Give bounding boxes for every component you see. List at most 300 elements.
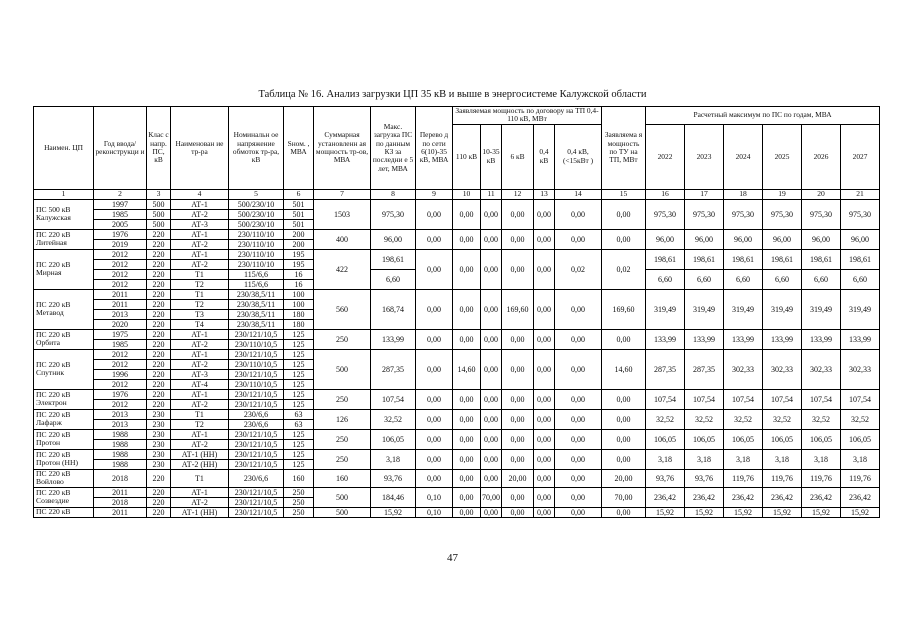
substation-name: ПС 220 кВ Метавод — [34, 289, 94, 329]
value-cell: 0,00 — [416, 229, 453, 249]
year-cell: 2011 — [94, 299, 147, 309]
header-declared-tu: Заявляема я мощность по ТУ на ТП, МВт — [602, 107, 646, 190]
value-cell: 0,00 — [502, 199, 534, 229]
value-cell: 0,00 — [453, 389, 481, 409]
value-cell: 0,00 — [602, 199, 646, 229]
table-row — [34, 199, 880, 209]
transformer-cell: Т1 — [171, 469, 229, 487]
transformer-cell: АТ-1 (НН) — [171, 449, 229, 459]
value-cell: 0,00 — [502, 429, 534, 449]
value-cell: 500 — [314, 487, 371, 507]
snom-cell: 195 — [284, 259, 314, 269]
snom-cell: 125 — [284, 369, 314, 379]
value-cell: 3,18 — [646, 449, 685, 469]
value-cell: 106,05 — [802, 429, 841, 449]
snom-cell: 125 — [284, 329, 314, 339]
header-declared-10-35: 10-35 кВ — [481, 124, 502, 189]
value-cell: 70,00 — [481, 487, 502, 507]
column-number: 21 — [841, 189, 880, 199]
value-cell: 0,00 — [534, 349, 555, 389]
year-cell: 2012 — [94, 269, 147, 279]
value-cell: 0,00 — [416, 199, 453, 229]
value-cell: 133,99 — [685, 329, 724, 349]
transformer-cell: АТ-2 — [171, 339, 229, 349]
voltage-class-cell: 220 — [147, 269, 171, 279]
transformer-cell: Т1 — [171, 409, 229, 419]
value-cell: 0,00 — [416, 469, 453, 487]
value-cell: 0,00 — [502, 229, 534, 249]
voltage-class-cell: 220 — [147, 399, 171, 409]
value-cell: 236,42 — [841, 487, 880, 507]
transformer-cell: АТ-2 — [171, 209, 229, 219]
value-cell: 319,49 — [763, 289, 802, 329]
rated-voltage-cell: 500/230/10 — [229, 199, 284, 209]
value-cell: 6,60 — [646, 269, 685, 289]
rated-voltage-cell: 230/121/10,5 — [229, 349, 284, 359]
value-cell: 975,30 — [724, 199, 763, 229]
value-cell: 0,00 — [602, 507, 646, 517]
value-cell: 6,60 — [371, 269, 416, 289]
value-cell: 400 — [314, 229, 371, 249]
value-cell: 32,52 — [802, 409, 841, 429]
transformer-cell: АТ-2 — [171, 359, 229, 369]
rated-voltage-cell: 230/6,6 — [229, 409, 284, 419]
voltage-class-cell: 220 — [147, 389, 171, 399]
voltage-class-cell: 220 — [147, 487, 171, 497]
transformer-cell: АТ-2 — [171, 259, 229, 269]
value-cell: 32,52 — [724, 409, 763, 429]
table-row — [34, 409, 880, 419]
rated-voltage-cell: 230/6,6 — [229, 469, 284, 487]
value-cell: 0,00 — [453, 329, 481, 349]
value-cell: 93,76 — [646, 469, 685, 487]
value-cell: 15,92 — [763, 507, 802, 517]
snom-cell: 125 — [284, 349, 314, 359]
value-cell: 96,00 — [685, 229, 724, 249]
value-cell: 250 — [314, 389, 371, 409]
snom-cell: 100 — [284, 289, 314, 299]
value-cell: 3,18 — [685, 449, 724, 469]
value-cell: 6,60 — [685, 269, 724, 289]
year-cell: 2012 — [94, 259, 147, 269]
value-cell: 107,54 — [802, 389, 841, 409]
value-cell: 6,60 — [841, 269, 880, 289]
value-cell: 160 — [314, 469, 371, 487]
value-cell: 0,00 — [481, 449, 502, 469]
snom-cell: 250 — [284, 497, 314, 507]
snom-cell: 16 — [284, 269, 314, 279]
header-total-capacity: Суммарная установленн ая мощность тр-ов, МВА — [314, 107, 371, 190]
value-cell: 0,00 — [534, 389, 555, 409]
voltage-class-cell: 220 — [147, 239, 171, 249]
value-cell: 3,18 — [763, 449, 802, 469]
value-cell: 287,35 — [371, 349, 416, 389]
value-cell: 0,10 — [416, 507, 453, 517]
rated-voltage-cell: 230/121/10,5 — [229, 497, 284, 507]
year-cell: 2012 — [94, 359, 147, 369]
year-cell: 1988 — [94, 459, 147, 469]
value-cell: 96,00 — [371, 229, 416, 249]
value-cell: 198,61 — [371, 249, 416, 269]
value-cell: 0,00 — [555, 289, 602, 329]
value-cell: 15,92 — [646, 507, 685, 517]
value-cell: 15,92 — [371, 507, 416, 517]
value-cell: 32,52 — [371, 409, 416, 429]
value-cell: 0,00 — [453, 199, 481, 229]
column-number: 5 — [229, 189, 284, 199]
value-cell: 319,49 — [724, 289, 763, 329]
substation-name: ПС 220 кВ Войлово — [34, 469, 94, 487]
transformer-cell: АТ-1 — [171, 349, 229, 359]
value-cell: 106,05 — [646, 429, 685, 449]
transformer-cell: Т2 — [171, 419, 229, 429]
rated-voltage-cell: 500/230/10 — [229, 209, 284, 219]
year-cell: 2018 — [94, 469, 147, 487]
transformer-cell: АТ-2 (НН) — [171, 459, 229, 469]
transformer-cell: Т1 — [171, 269, 229, 279]
voltage-class-cell: 220 — [147, 339, 171, 349]
header-declared-6: 6 кВ — [502, 124, 534, 189]
snom-cell: 125 — [284, 449, 314, 459]
header-voltage-class: Клас с напр. ПС, кВ — [147, 107, 171, 190]
value-cell: 0,00 — [555, 389, 602, 409]
column-number: 10 — [453, 189, 481, 199]
header-name: Наимен. ЦП — [34, 107, 94, 190]
voltage-class-cell: 500 — [147, 199, 171, 209]
value-cell: 20,00 — [602, 469, 646, 487]
value-cell: 0,00 — [534, 449, 555, 469]
value-cell: 0,00 — [481, 249, 502, 289]
transformer-cell: АТ-1 — [171, 199, 229, 209]
value-cell: 32,52 — [763, 409, 802, 429]
value-cell: 250 — [314, 329, 371, 349]
substation-name: ПС 220 кВ Спутник — [34, 349, 94, 389]
substation-name: ПС 220 кВ Мирная — [34, 249, 94, 289]
header-max-load: Макс. загрузка ПС по данным КЗ за последни е 5 лет, МВА — [371, 107, 416, 190]
value-cell: 0,00 — [534, 469, 555, 487]
snom-cell: 100 — [284, 299, 314, 309]
value-cell: 0,00 — [555, 449, 602, 469]
snom-cell: 250 — [284, 507, 314, 517]
value-cell: 70,00 — [602, 487, 646, 507]
year-cell: 2011 — [94, 289, 147, 299]
value-cell: 975,30 — [763, 199, 802, 229]
column-number: 16 — [646, 189, 685, 199]
value-cell: 236,42 — [802, 487, 841, 507]
value-cell: 0,00 — [502, 409, 534, 429]
transformer-cell: АТ-2 — [171, 497, 229, 507]
substation-name: ПС 500 кВ Калужская — [34, 199, 94, 229]
voltage-class-cell: 230 — [147, 429, 171, 439]
value-cell: 169,60 — [502, 289, 534, 329]
table-title: Таблица № 16. Анализ загрузки ЦП 35 кВ и выше в энергосистеме Калужской области — [258, 89, 647, 100]
year-cell: 2013 — [94, 419, 147, 429]
value-cell: 0,00 — [555, 349, 602, 389]
snom-cell: 160 — [284, 469, 314, 487]
snom-cell: 501 — [284, 219, 314, 229]
year-cell: 1976 — [94, 229, 147, 239]
year-cell: 1988 — [94, 429, 147, 439]
value-cell: 133,99 — [371, 329, 416, 349]
header-year-2023: 2023 — [685, 124, 724, 189]
value-cell: 0,00 — [602, 229, 646, 249]
value-cell: 0,00 — [453, 409, 481, 429]
header-year-2022: 2022 — [646, 124, 685, 189]
rated-voltage-cell: 230/121/10,5 — [229, 369, 284, 379]
value-cell: 0,00 — [555, 329, 602, 349]
transformer-cell: Т4 — [171, 319, 229, 329]
value-cell: 119,76 — [802, 469, 841, 487]
value-cell: 184,46 — [371, 487, 416, 507]
value-cell: 198,61 — [646, 249, 685, 269]
value-cell: 126 — [314, 409, 371, 429]
value-cell: 287,35 — [646, 349, 685, 389]
value-cell: 0,00 — [502, 507, 534, 517]
value-cell: 106,05 — [763, 429, 802, 449]
value-cell: 1503 — [314, 199, 371, 229]
value-cell: 0,00 — [416, 249, 453, 289]
voltage-class-cell: 220 — [147, 329, 171, 339]
year-cell: 1985 — [94, 209, 147, 219]
table-header — [34, 107, 880, 200]
value-cell: 3,18 — [724, 449, 763, 469]
table-row — [34, 289, 880, 299]
value-cell: 96,00 — [802, 229, 841, 249]
voltage-class-cell: 220 — [147, 249, 171, 259]
year-cell: 1996 — [94, 369, 147, 379]
value-cell: 500 — [314, 349, 371, 389]
voltage-class-cell: 230 — [147, 409, 171, 419]
voltage-class-cell: 220 — [147, 359, 171, 369]
snom-cell: 125 — [284, 389, 314, 399]
value-cell: 169,60 — [602, 289, 646, 329]
value-cell: 0,00 — [481, 389, 502, 409]
value-cell: 287,35 — [685, 349, 724, 389]
value-cell: 93,76 — [685, 469, 724, 487]
value-cell: 0,00 — [416, 349, 453, 389]
year-cell: 2005 — [94, 219, 147, 229]
value-cell: 119,76 — [724, 469, 763, 487]
column-number: 19 — [763, 189, 802, 199]
transformer-cell: АТ-2 — [171, 239, 229, 249]
header-year-2027: 2027 — [841, 124, 880, 189]
header-rated-voltage: Номинальн ое напряжение обмоток тр-ра, кВ — [229, 107, 284, 190]
value-cell: 96,00 — [724, 229, 763, 249]
snom-cell: 180 — [284, 319, 314, 329]
value-cell: 198,61 — [802, 249, 841, 269]
year-cell: 2018 — [94, 497, 147, 507]
header-declared-group: Заявляемая мощность по договору на ТП 0,4-110 кВ, МВт — [453, 107, 602, 125]
voltage-class-cell: 230 — [147, 439, 171, 449]
header-year-2026: 2026 — [802, 124, 841, 189]
value-cell: 20,00 — [502, 469, 534, 487]
snom-cell: 195 — [284, 249, 314, 259]
column-number: 17 — [685, 189, 724, 199]
table-row — [34, 349, 880, 359]
value-cell: 106,05 — [841, 429, 880, 449]
header-declared-04-15: 0,4 кВ, (<15кВт ) — [555, 124, 602, 189]
value-cell: 975,30 — [841, 199, 880, 229]
year-cell: 2012 — [94, 399, 147, 409]
value-cell: 302,33 — [841, 349, 880, 389]
table-row — [34, 449, 880, 459]
snom-cell: 501 — [284, 199, 314, 209]
snom-cell: 125 — [284, 379, 314, 389]
transformer-cell: АТ-1 — [171, 229, 229, 239]
value-cell: 975,30 — [371, 199, 416, 229]
table-row — [34, 507, 880, 517]
value-cell: 0,00 — [534, 329, 555, 349]
value-cell: 0,00 — [453, 487, 481, 507]
value-cell: 0,00 — [481, 199, 502, 229]
value-cell: 236,42 — [646, 487, 685, 507]
value-cell: 0,00 — [481, 289, 502, 329]
voltage-class-cell: 220 — [147, 229, 171, 239]
column-number: 15 — [602, 189, 646, 199]
value-cell: 6,60 — [802, 269, 841, 289]
snom-cell: 125 — [284, 359, 314, 369]
value-cell: 0,00 — [555, 199, 602, 229]
value-cell: 0,00 — [502, 249, 534, 289]
substation-name: ПС 220 кВ Созвездие — [34, 487, 94, 507]
snom-cell: 125 — [284, 429, 314, 439]
column-number: 14 — [555, 189, 602, 199]
value-cell: 96,00 — [841, 229, 880, 249]
voltage-class-cell: 220 — [147, 289, 171, 299]
year-cell: 2012 — [94, 249, 147, 259]
voltage-class-cell: 220 — [147, 497, 171, 507]
header-year: Год ввода/ реконструкци и — [94, 107, 147, 190]
value-cell: 133,99 — [841, 329, 880, 349]
year-cell: 2020 — [94, 319, 147, 329]
rated-voltage-cell: 230/38,5/11 — [229, 299, 284, 309]
value-cell: 32,52 — [841, 409, 880, 429]
rated-voltage-cell: 230/121/10,5 — [229, 389, 284, 399]
rated-voltage-cell: 230/121/10,5 — [229, 459, 284, 469]
value-cell: 0,02 — [602, 249, 646, 289]
value-cell: 0,00 — [481, 229, 502, 249]
value-cell: 133,99 — [724, 329, 763, 349]
rated-voltage-cell: 230/6,6 — [229, 419, 284, 429]
voltage-class-cell: 500 — [147, 219, 171, 229]
year-cell: 2012 — [94, 279, 147, 289]
year-cell: 2011 — [94, 487, 147, 497]
value-cell: 0,00 — [534, 289, 555, 329]
value-cell: 975,30 — [685, 199, 724, 229]
value-cell: 93,76 — [371, 469, 416, 487]
snom-cell: 63 — [284, 409, 314, 419]
value-cell: 106,05 — [724, 429, 763, 449]
value-cell: 236,42 — [685, 487, 724, 507]
column-number: 4 — [171, 189, 229, 199]
substation-name: ПС 220 кВ Лафарж — [34, 409, 94, 429]
year-cell: 2013 — [94, 309, 147, 319]
load-analysis-table — [33, 106, 880, 518]
value-cell: 0,00 — [534, 199, 555, 229]
snom-cell: 125 — [284, 439, 314, 449]
table-row — [34, 487, 880, 497]
column-number: 7 — [314, 189, 371, 199]
year-cell: 2011 — [94, 507, 147, 517]
value-cell: 0,00 — [481, 429, 502, 449]
value-cell: 0,00 — [416, 409, 453, 429]
value-cell: 0,00 — [502, 487, 534, 507]
value-cell: 15,92 — [802, 507, 841, 517]
column-number: 18 — [724, 189, 763, 199]
year-cell: 2013 — [94, 409, 147, 419]
transformer-cell: АТ-3 — [171, 369, 229, 379]
header-declared-110: 110 кВ — [453, 124, 481, 189]
value-cell: 3,18 — [802, 449, 841, 469]
table-row — [34, 469, 880, 487]
value-cell: 0,00 — [453, 507, 481, 517]
value-cell: 0,00 — [481, 329, 502, 349]
column-number: 12 — [502, 189, 534, 199]
substation-name: ПС 220 кВ Протон — [34, 429, 94, 449]
column-number: 11 — [481, 189, 502, 199]
voltage-class-cell: 220 — [147, 469, 171, 487]
value-cell: 0,00 — [602, 449, 646, 469]
rated-voltage-cell: 230/110/10,5 — [229, 339, 284, 349]
value-cell: 0,00 — [555, 487, 602, 507]
value-cell: 15,92 — [685, 507, 724, 517]
value-cell: 0,00 — [534, 507, 555, 517]
value-cell: 0,00 — [555, 409, 602, 429]
transformer-cell: АТ-1 — [171, 389, 229, 399]
voltage-class-cell: 220 — [147, 507, 171, 517]
rated-voltage-cell: 115/6,6 — [229, 269, 284, 279]
value-cell: 0,00 — [481, 349, 502, 389]
value-cell: 6,60 — [763, 269, 802, 289]
value-cell: 133,99 — [763, 329, 802, 349]
transformer-cell: АТ-3 — [171, 219, 229, 229]
value-cell: 0,00 — [534, 409, 555, 429]
value-cell: 302,33 — [802, 349, 841, 389]
value-cell: 3,18 — [841, 449, 880, 469]
transformer-cell: Т3 — [171, 309, 229, 319]
header-transformer: Наименован ие тр-ра — [171, 107, 229, 190]
value-cell: 15,92 — [724, 507, 763, 517]
value-cell: 0,00 — [502, 389, 534, 409]
column-number: 3 — [147, 189, 171, 199]
value-cell: 198,61 — [763, 249, 802, 269]
voltage-class-cell: 220 — [147, 349, 171, 359]
table-row — [34, 389, 880, 399]
value-cell: 133,99 — [646, 329, 685, 349]
value-cell: 0,10 — [416, 487, 453, 507]
snom-cell: 125 — [284, 459, 314, 469]
value-cell: 0,00 — [602, 329, 646, 349]
transformer-cell: АТ-1 — [171, 329, 229, 339]
substation-name: ПС 220 кВ Протон (НН) — [34, 449, 94, 469]
rated-voltage-cell: 230/121/10,5 — [229, 429, 284, 439]
transformer-cell: АТ-1 — [171, 429, 229, 439]
value-cell: 0,00 — [555, 429, 602, 449]
table-row — [34, 249, 880, 259]
rated-voltage-cell: 230/121/10,5 — [229, 439, 284, 449]
snom-cell: 200 — [284, 239, 314, 249]
rated-voltage-cell: 230/110/10 — [229, 239, 284, 249]
rated-voltage-cell: 230/110/10 — [229, 249, 284, 259]
value-cell: 96,00 — [646, 229, 685, 249]
year-cell: 1985 — [94, 339, 147, 349]
value-cell: 0,00 — [555, 507, 602, 517]
value-cell: 0,00 — [602, 429, 646, 449]
value-cell: 107,54 — [685, 389, 724, 409]
rated-voltage-cell: 230/121/10,5 — [229, 507, 284, 517]
value-cell: 302,33 — [724, 349, 763, 389]
rated-voltage-cell: 115/6,6 — [229, 279, 284, 289]
